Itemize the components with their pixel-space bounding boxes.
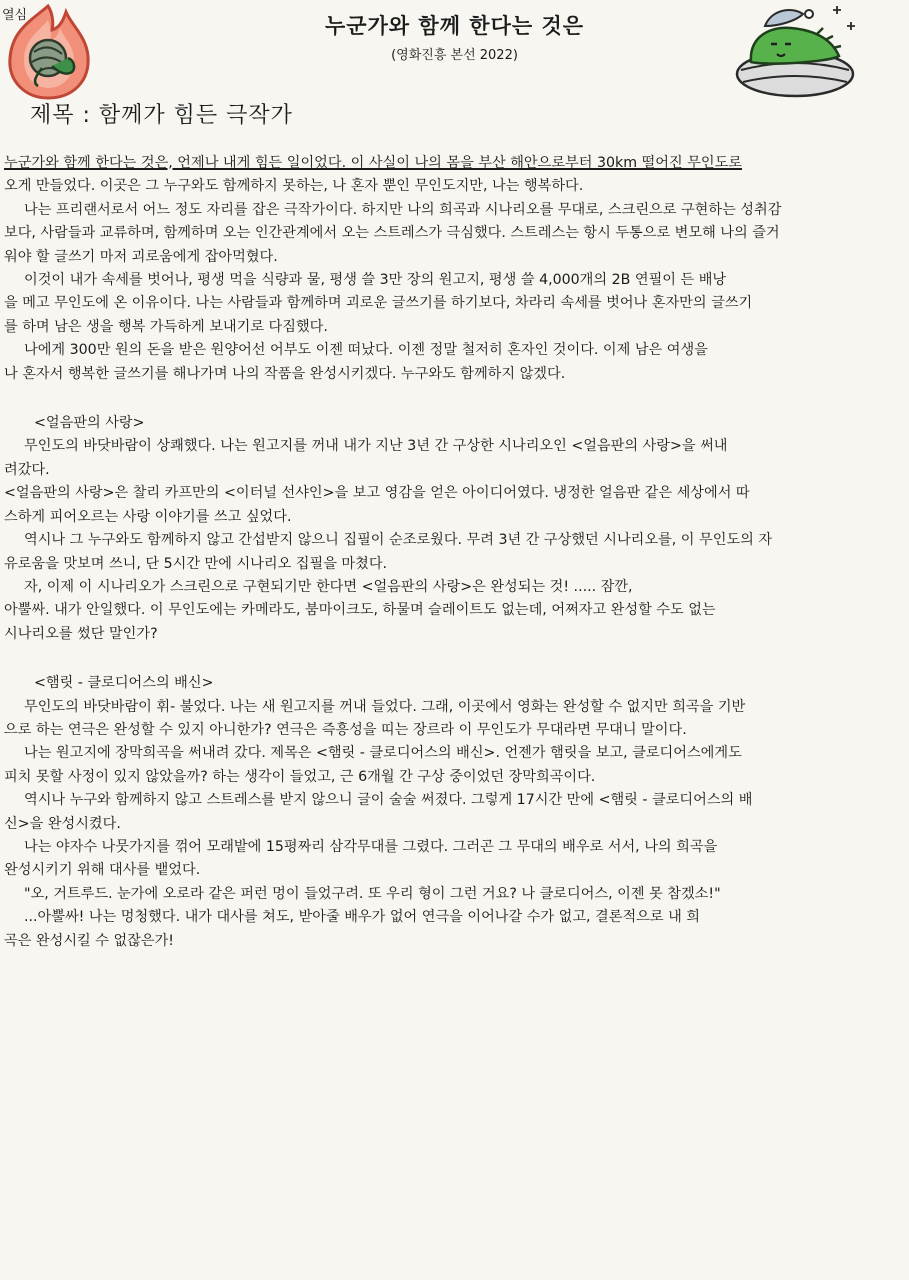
sub-title: (영화진흥 본선 2022) [391,48,518,63]
essay-line: 보다, 사람들과 교류하며, 함께하며 오는 인간관계에서 오는 스트레스가 극심했다. 스트레스는 항시 두통으로 변모해 나의 즐거 [4,225,780,242]
essay-body [4,152,904,953]
essay-line: 오게 만들었다. 이곳은 그 누구와도 함께하지 못하는, 나 혼자 뿐인 무인도지만, 나는 행복하다. [4,178,584,195]
essay-line: 을 메고 무인도에 온 이유이다. 나는 사람들과 함께하며 괴로운 글쓰기를 하기보다, 차라리 속세를 벗어나 혼자만의 글쓰기 [4,295,753,312]
essay-title: 제목 : 함께가 힘든 극작가 [30,103,293,128]
essay-line: 스하게 피어오르는 사랑 이야기를 쓰고 싶었다. [4,508,292,525]
essay-line: 이것이 내가 속세를 벗어나, 평생 먹을 식량과 물, 평생 쓸 3만 장의 원고지, 평생 쓸 4,000개의 2B 연필이 든 배낭 [24,272,727,289]
essay-line: 무인도의 바닷바람이 상쾌했다. 나는 원고지를 꺼내 내가 지난 3년 간 구상한 시나리오인 <얼음판의 사랑>을 써내 [24,438,728,455]
section-gap [4,386,904,412]
title-block [0,10,909,63]
essay-line: 완성시키기 위해 대사를 뱉었다. [4,862,201,879]
essay-line: 역시나 누구와 함께하지 않고 스트레스를 받지 않으니 글이 술술 써졌다. 그렇게 17시간 만에 <햄릿 - 클로디어스의 배 [24,792,753,809]
essay-line: 자, 이제 이 시나리오가 스크린으로 구현되기만 한다면 <얼음판의 사랑>은 완성되는 것! ..... 잠깐, [24,578,633,595]
essay-line: 아뿔싸. 내가 안일했다. 이 무인도에는 카메라도, 붐마이크도, 하물며 슬레이트도 없는데, 어쩌자고 완성할 수도 없는 [4,602,716,619]
corner-label: 열심 [2,8,28,23]
essay-line: 유로움을 맛보며 쓰니, 단 5시간 만에 시나리오 집필을 마쳤다. [4,555,388,572]
essay-line: ...아뿔싸! 나는 멍청했다. 내가 대사를 쳐도, 받아줄 배우가 없어 연극을 이어나갈 수가 없고, 결론적으로 내 희 [24,909,701,926]
essay-line: 나는 프리랜서로서 어느 정도 자리를 잡은 극작가이다. 하지만 나의 희곡과 시나리오를 무대로, 스크린으로 구현하는 성취감 [24,201,782,218]
essay-line [4,152,904,175]
section-heading: <얼음판의 사랑> [34,415,145,432]
essay-line: 시나리오를 썼단 말인가? [4,625,158,642]
essay-line: "오, 거트루드. 눈가에 오로라 같은 퍼런 멍이 들었구려. 또 우리 형이 그런 거요? 나 클로디어스, 이젠 못 참겠소!" [24,885,721,902]
essay-line: 피치 못할 사정이 있지 않았을까? 하는 생각이 들었고, 근 6개월 간 구상 중이었던 장막희곡이다. [4,768,596,785]
essay-line: <얼음판의 사랑>은 찰리 카프만의 <이터널 선샤인>을 보고 영감을 얻은 아이디어였다. 냉정한 얼음판 같은 세상에서 따 [4,485,750,502]
essay-line: 나는 야자수 나뭇가지를 꺾어 모래밭에 15평짜리 삼각무대를 그렸다. 그러곤 그 무대의 배우로 서서, 나의 희곡을 [24,838,718,855]
essay-line-text: 누군가와 함께 한다는 것은, 언제나 내게 힘든 일이었다. 이 사실이 나의 몸을 부산 해안으로부터 30km 떨어진 무인도로 [4,155,742,171]
main-title: 누군가와 함께 한다는 것은 [324,14,585,38]
essay-line: 나는 원고지에 장막희곡을 써내려 갔다. 제목은 <햄릿 - 클로디어스의 배신>. 언젠가 햄릿을 보고, 클로디어스에게도 [24,745,742,762]
essay-line: 워야 할 글쓰기 마저 괴로움에게 잡아먹혔다. [4,248,278,265]
essay-line: 려갔다. [4,461,50,478]
essay-line: 나 혼자서 행복한 글쓰기를 해나가며 나의 작품을 완성시키겠다. 누구와도 함께하지 않겠다. [4,365,566,382]
section-gap [4,646,904,672]
section-heading: <햄릿 - 클로디어스의 배신> [34,675,214,692]
essay-line: 역시나 그 누구와도 함께하지 않고 간섭받지 않으니 집필이 순조로웠다. 무려 3년 간 구상했던 시나리오를, 이 무인도의 자 [24,532,773,549]
essay-line: 으로 하는 연극은 완성할 수 있지 아니한가? 연극은 즉흥성을 띠는 장르라 이 무인도가 무대라면 무대니 말이다. [4,721,687,738]
essay-line: 곡은 완성시킬 수 없잖은가! [4,932,174,949]
essay-line: 나에게 300만 원의 돈을 받은 원양어선 어부도 이젠 떠났다. 이젠 정말 철저히 혼자인 것이다. 이제 남은 여생을 [24,342,708,359]
essay-line: 를 하며 남은 생을 행복 가득하게 보내기로 다짐했다. [4,318,328,335]
essay-line: 무인도의 바닷바람이 휘- 불었다. 나는 새 원고지를 꺼내 들었다. 그래, 이곳에서 영화는 완성할 수 없지만 희곡을 기반 [24,698,746,715]
essay-line: 신>을 완성시켰다. [4,815,121,832]
